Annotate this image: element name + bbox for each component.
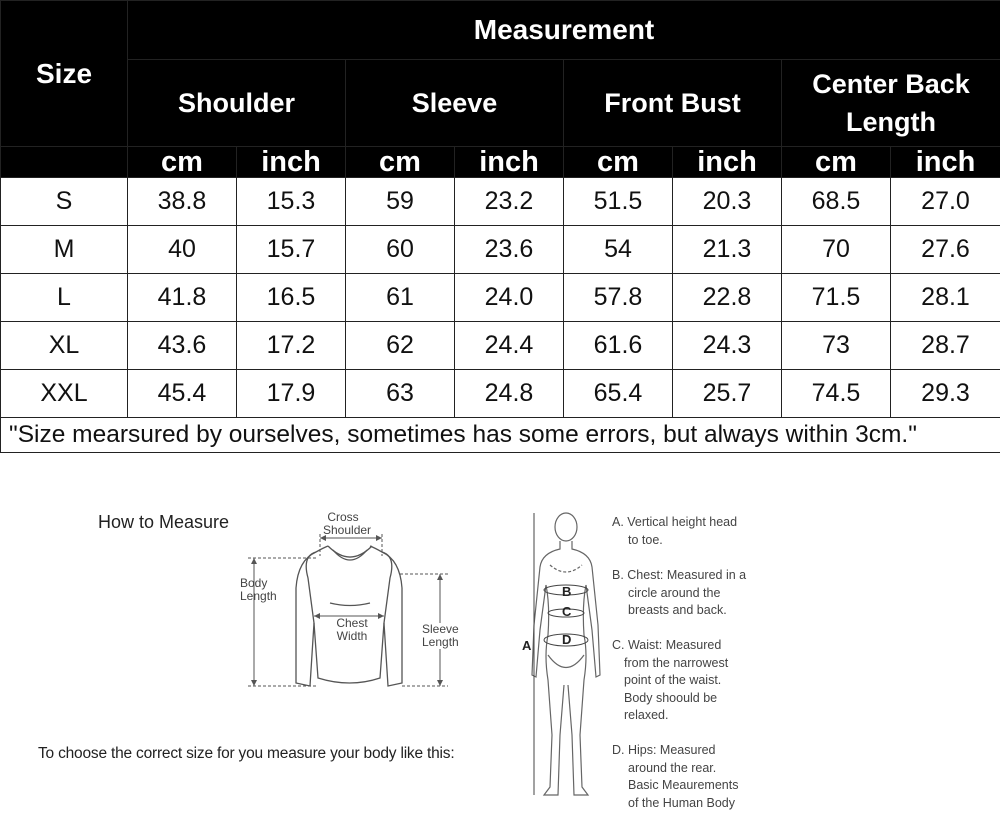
value-cell: 25.7 bbox=[673, 370, 782, 418]
center-back-length-header: Center Back Length bbox=[782, 60, 1000, 147]
value-cell: 73 bbox=[782, 322, 891, 370]
value-cell: 38.8 bbox=[128, 178, 237, 226]
unit-header: inch bbox=[673, 147, 782, 178]
marker-c: C bbox=[562, 604, 572, 619]
size-cell: XXL bbox=[1, 370, 128, 418]
value-cell: 62 bbox=[346, 322, 455, 370]
unit-header: inch bbox=[891, 147, 1000, 178]
value-cell: 27.0 bbox=[891, 178, 1000, 226]
measurement-note: "Size mearsured by ourselves, sometimes has some errors, but always within 3cm." bbox=[1, 418, 1000, 453]
value-cell: 71.5 bbox=[782, 274, 891, 322]
value-cell: 45.4 bbox=[128, 370, 237, 418]
value-cell: 68.5 bbox=[782, 178, 891, 226]
cross-shoulder-label: Cross Shoulder bbox=[323, 510, 372, 537]
shoulder-header: Shoulder bbox=[128, 60, 346, 147]
table-row bbox=[1, 322, 1000, 370]
marker-a: A bbox=[522, 638, 532, 653]
table-row bbox=[1, 178, 1000, 226]
value-cell: 27.6 bbox=[891, 226, 1000, 274]
unit-header: inch bbox=[455, 147, 564, 178]
unit-header: cm bbox=[128, 147, 237, 178]
value-cell: 61 bbox=[346, 274, 455, 322]
value-cell: 24.4 bbox=[455, 322, 564, 370]
size-cell: S bbox=[1, 178, 128, 226]
value-cell: 29.3 bbox=[891, 370, 1000, 418]
unit-header: cm bbox=[564, 147, 673, 178]
sleeve-length-label: Sleeve Length bbox=[422, 622, 459, 649]
note-a: A. Vertical height head to toe. bbox=[612, 515, 738, 547]
how-to-measure-title: How to Measure bbox=[98, 512, 230, 532]
marker-b: B bbox=[562, 584, 572, 599]
marker-d: D bbox=[562, 632, 572, 647]
value-cell: 54 bbox=[564, 226, 673, 274]
unit-header: cm bbox=[346, 147, 455, 178]
shirt-measure-diagram bbox=[230, 508, 510, 703]
unit-spacer bbox=[1, 147, 128, 178]
value-cell: 63 bbox=[346, 370, 455, 418]
value-cell: 21.3 bbox=[673, 226, 782, 274]
value-cell: 24.3 bbox=[673, 322, 782, 370]
value-cell: 16.5 bbox=[237, 274, 346, 322]
measurement-header: Measurement bbox=[128, 1, 1000, 60]
value-cell: 15.7 bbox=[237, 226, 346, 274]
table-body bbox=[1, 178, 1000, 418]
note-d: D. Hips: Measured around the rear. Basic Meaurements of the Human Body bbox=[612, 743, 739, 810]
table-row bbox=[1, 274, 1000, 322]
note-b: B. Chest: Measured in a circle around the breasts and back. bbox=[612, 568, 747, 617]
value-cell: 17.9 bbox=[237, 370, 346, 418]
value-cell: 57.8 bbox=[564, 274, 673, 322]
front-bust-header: Front Bust bbox=[564, 60, 782, 147]
value-cell: 43.6 bbox=[128, 322, 237, 370]
value-cell: 24.8 bbox=[455, 370, 564, 418]
value-cell: 15.3 bbox=[237, 178, 346, 226]
table-row bbox=[1, 370, 1000, 418]
value-cell: 60 bbox=[346, 226, 455, 274]
size-header: Size bbox=[1, 1, 128, 147]
value-cell: 17.2 bbox=[237, 322, 346, 370]
human-body-icon bbox=[532, 513, 600, 795]
size-cell: M bbox=[1, 226, 128, 274]
unit-header: inch bbox=[237, 147, 346, 178]
size-cell: XL bbox=[1, 322, 128, 370]
value-cell: 23.2 bbox=[455, 178, 564, 226]
value-cell: 41.8 bbox=[128, 274, 237, 322]
value-cell: 65.4 bbox=[564, 370, 673, 418]
value-cell: 28.1 bbox=[891, 274, 1000, 322]
table-row bbox=[1, 226, 1000, 274]
size-cell: L bbox=[1, 274, 128, 322]
body-length-label: Body Length bbox=[240, 576, 277, 603]
value-cell: 51.5 bbox=[564, 178, 673, 226]
unit-header: cm bbox=[782, 147, 891, 178]
value-cell: 23.6 bbox=[455, 226, 564, 274]
value-cell: 28.7 bbox=[891, 322, 1000, 370]
value-cell: 70 bbox=[782, 226, 891, 274]
value-cell: 59 bbox=[346, 178, 455, 226]
note-c: C. Waist: Measured from the narrowest point of the waist. Body shoould be relaxed. bbox=[612, 638, 729, 722]
value-cell: 61.6 bbox=[564, 322, 673, 370]
choose-size-instruction: To choose the correct size for you measure your body like this: bbox=[38, 745, 455, 762]
value-cell: 40 bbox=[128, 226, 237, 274]
body-figure-diagram bbox=[520, 505, 610, 817]
sleeve-header: Sleeve bbox=[346, 60, 564, 147]
value-cell: 20.3 bbox=[673, 178, 782, 226]
value-cell: 22.8 bbox=[673, 274, 782, 322]
chest-width-label: Chest Width bbox=[332, 617, 372, 643]
value-cell: 24.0 bbox=[455, 274, 564, 322]
value-cell: 74.5 bbox=[782, 370, 891, 418]
